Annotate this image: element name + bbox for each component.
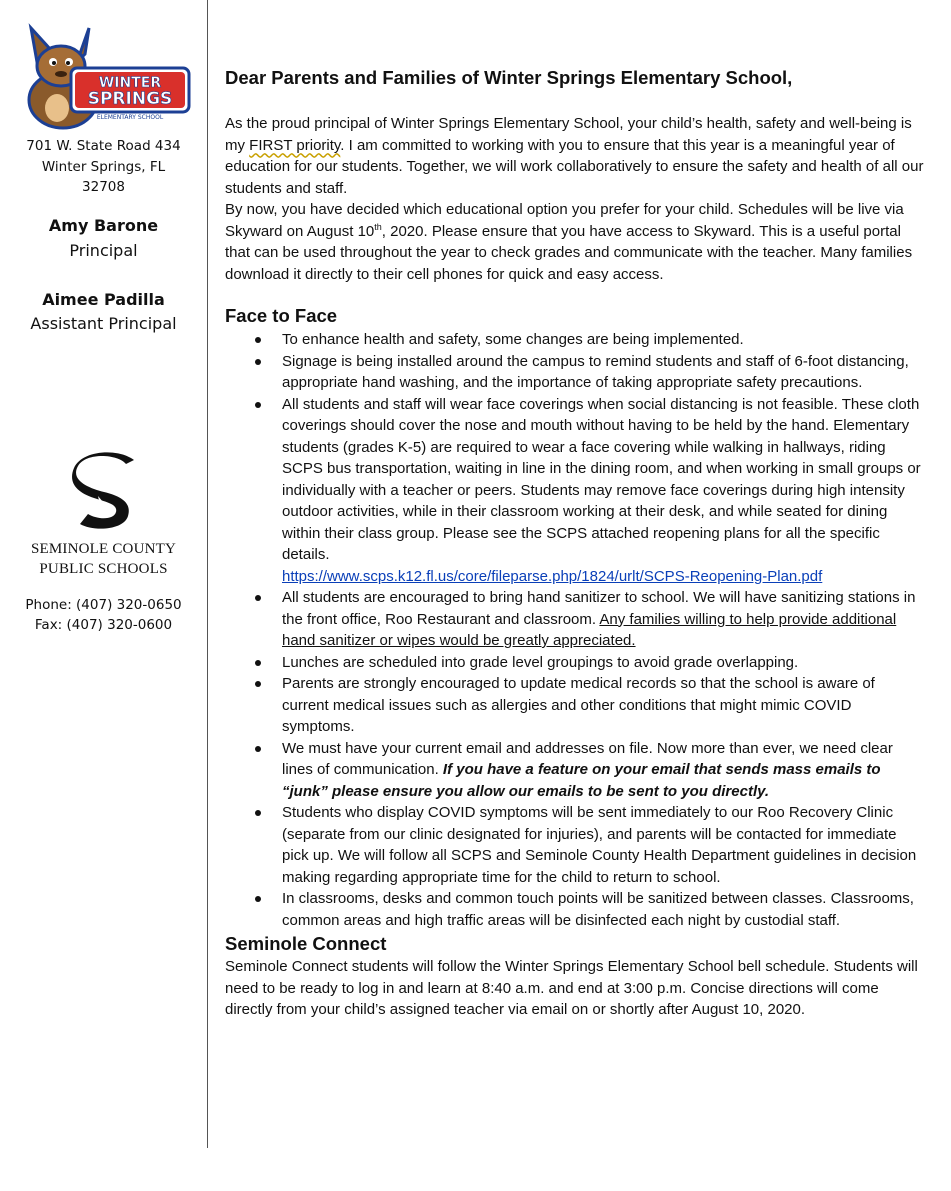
contact-info (0, 595, 207, 635)
ordinal-suffix: th (374, 221, 382, 232)
bullet-icon (255, 810, 261, 816)
logo-text-springs: SPRINGS (87, 89, 173, 109)
list-item-text: All students and staff will wear face coverings when social distancing is not feasible. These cloth coverings should cover the nose and mouth without having to be held by the hand. Elementary students (grades K-5) are required to wear a face covering while walking in hallways, riding SCPS bus transportation, waiting in line in the dining room, and when working in small groups or individually with a teacher or peers. Students may remove face coverings during high intensity outdoor activities, while in their classroom working at their desk, and while seated for dining within their class group. Please see the SCPS attached reopening plans for all the specific details. (282, 395, 921, 563)
list-item (225, 652, 925, 674)
bullet-icon (255, 595, 261, 601)
list-item-text: To enhance health and safety, some changes are being implemented. (282, 331, 744, 348)
list-item-text: Students who display COVID symptoms will be sent immediately to our Roo Recovery Clinic (separate from our clinic designated for injuries), and parents will be contacted for immediate pick up. We will follow all SCPS and Seminole County Health Department guidelines in decision making regarding appropriate time for the child to return to school. (282, 804, 917, 886)
face-to-face-list (225, 329, 925, 931)
skyward-text: , 2020. Please ensure that you have access to Skyward. This is a useful portal that can be used throughout the year to check grades and communicate with the teacher. Many families download it directly to their cell phones for quick and easy access. (225, 222, 913, 283)
intro-text: . I am committed to working with you to ensure that this year is a meaningful year of education for our students. Together, we will work collaboratively to ensure the safety and health of all our students and staff. (225, 136, 924, 197)
scps-logo (68, 452, 140, 532)
email-junk-warning: If you have a feature on your email that sends mass emails to “junk” please ensure you allow our emails to be sent to you directly. (282, 761, 881, 800)
bullet-icon (255, 402, 261, 408)
intro-text: As the proud principal of Winter Springs Elementary School, your child’s health, safety and well-being is my (225, 115, 912, 154)
principal-name: Amy Barone (48, 216, 159, 235)
fax-number: Fax: (407) 320-0600 (34, 617, 173, 633)
list-item-text: In classrooms, desks and common touch points will be sanitized between classes. Classrooms, common areas and high traffic areas will be disinfected each night by custodial staff. (282, 890, 914, 929)
district-line: SEMINOLE COUNTY (30, 541, 177, 557)
bullet-icon (255, 746, 261, 752)
district-line: PUBLIC SCHOOLS (39, 560, 168, 577)
seminole-connect-heading: Seminole Connect (225, 933, 387, 954)
address-line: 32708 (82, 179, 125, 195)
address-line: 701 W. State Road 434 (26, 138, 181, 154)
letter-body (225, 66, 925, 1021)
bullet-icon (255, 337, 261, 343)
list-item (225, 888, 925, 931)
bullet-icon (255, 660, 261, 666)
list-item (225, 351, 925, 394)
seminole-connect-paragraph: Seminole Connect students will follow the Winter Springs Elementary School bell schedule. Students will need to be ready to log in and learn at 8:40 a.m. and end at 3:00 p.m. Concise directions will come directly from your child’s assigned teacher via email on or shortly after August 10, 2020. (225, 958, 918, 1018)
list-item (225, 738, 925, 803)
assistant-principal-name: Aimee Padilla (42, 290, 165, 309)
phone-number: Phone: (407) 320-0650 (25, 597, 182, 613)
list-item (225, 394, 925, 588)
letter-greeting: Dear Parents and Families of Winter Springs Elementary School, (225, 67, 793, 88)
bullet-icon (255, 681, 261, 687)
skyward-text: By now, you have decided which educational option you prefer for your child. Schedules will be live via Skyward on August 10 (225, 201, 904, 240)
bullet-icon (255, 359, 261, 365)
sidebar (0, 0, 208, 1148)
district-name (0, 540, 207, 579)
list-item-text: We must have your current email and addresses on file. Now more than ever, we need clear lines of communication. (282, 739, 893, 778)
address-line: Winter Springs, FL (41, 158, 166, 175)
list-item (225, 587, 925, 652)
logo-text-winter: WINTER (98, 75, 162, 91)
reopening-plan-link[interactable]: https://www.scps.k12.fl.us/core/fileparse.php/1824/urlt/SCPS-Reopening-Plan.pdf (282, 567, 823, 585)
list-item-text: Signage is being installed around the campus to remind students and staff of 6-foot distancing, appropriate hand washing, and the importance of taking appropriate safety precautions. (282, 352, 909, 391)
sanitizer-request-text: Any families willing to help provide additional hand sanitizer or wipes would be greatly appreciated. (282, 610, 897, 649)
list-item (225, 329, 925, 351)
intro-paragraph (225, 113, 925, 199)
first-priority-text: FIRST priority (249, 136, 341, 154)
assistant-principal-title: Assistant Principal (30, 314, 177, 333)
list-item (225, 673, 925, 738)
logo-text-elementary: ELEMENTARY SCHOOL (96, 114, 164, 121)
winter-springs-logo (17, 22, 192, 134)
list-item-text: Lunches are scheduled into grade level groupings to avoid grade overlapping. (282, 653, 799, 671)
list-item-text: Parents are strongly encouraged to update medical records so that the school is aware of current medical issues such as allergies and other conditions that might mimic COVID symptoms. (282, 675, 875, 735)
list-item-text: All students are encouraged to bring hand sanitizer to school. We will have sanitizing stations in the front office, Roo Restaurant and classroom. (282, 589, 916, 628)
face-to-face-heading: Face to Face (225, 305, 338, 326)
principal-title: Principal (69, 241, 138, 260)
bullet-icon (255, 896, 261, 902)
skyward-paragraph (225, 199, 925, 285)
school-address (0, 136, 207, 198)
list-item (225, 802, 925, 888)
